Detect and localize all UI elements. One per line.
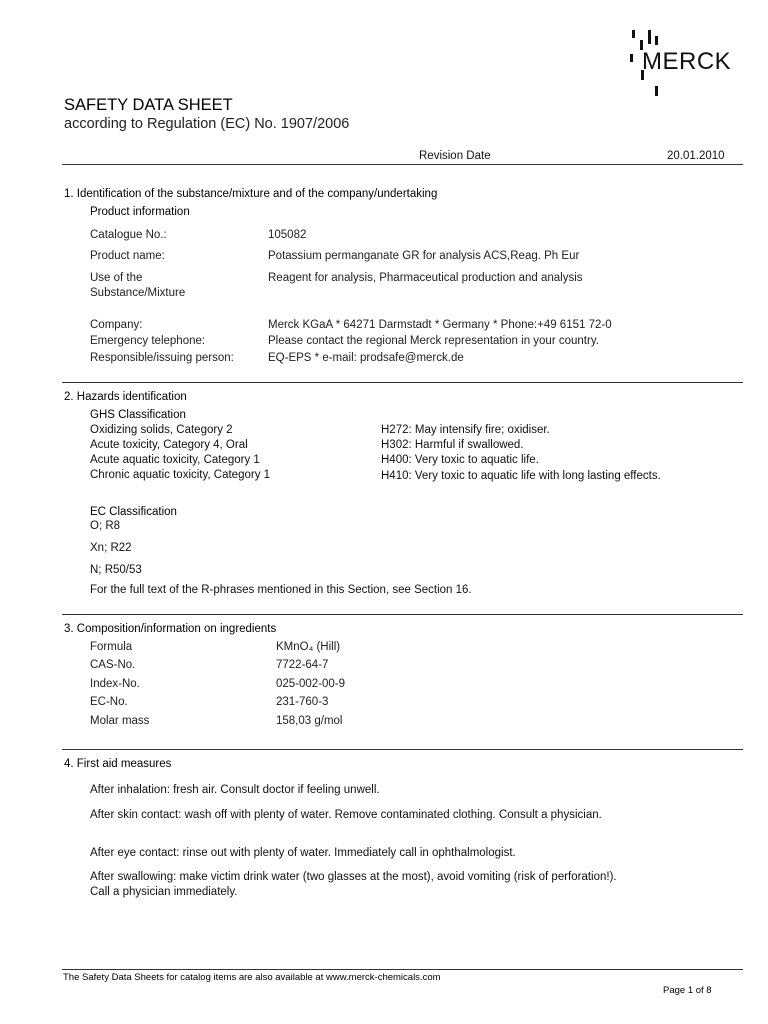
catalogue-label: Catalogue No.: [90,229,167,241]
r-phrase-note: For the full text of the R-phrases mentioned in this Section, see Section 16. [90,584,472,596]
cas-value: 7722-64-7 [276,659,329,671]
ec-item: O; R8 [90,520,121,532]
molar-mass-value: 158,03 g/mol [276,715,343,727]
section-4-title: 4. First aid measures [64,758,172,770]
divider [62,164,743,165]
ghs-class: Acute toxicity, Category 4, Oral [90,439,248,451]
first-aid-item: After eye contact: rinse out with plenty of water. Immediately call in ophthalmologist. [90,847,516,859]
hazard-statement: H302: Harmful if swallowed. [381,439,524,451]
index-label: Index-No. [90,678,140,690]
divider [62,614,743,615]
ghs-heading: GHS Classification [90,409,186,421]
ghs-class: Chronic aquatic toxicity, Category 1 [90,469,271,481]
document-title: SAFETY DATA SHEET [64,96,233,114]
ec-item: Xn; R22 [90,542,132,554]
use-value: Reagent for analysis, Pharmaceutical production and analysis [268,272,583,284]
hazard-statement: H272: May intensify fire; oxidiser. [381,424,550,436]
formula-label: Formula [90,641,133,653]
divider [62,749,743,750]
divider [62,382,743,383]
first-aid-item: After inhalation: fresh air. Consult doctor if feeling unwell. [90,784,380,796]
section-3-title: 3. Composition/information on ingredients [64,623,277,635]
hazard-statement: H400: Very toxic to aquatic life. [381,454,539,466]
molar-mass-label: Molar mass [90,715,150,727]
page-number: Page 1 of 8 [663,985,712,996]
hazard-statement: H410: Very toxic to aquatic life with long lasting effects. [381,470,661,482]
ghs-class: Oxidizing solids, Category 2 [90,424,233,436]
product-name-label: Product name: [90,250,165,262]
product-information-heading: Product information [90,206,190,218]
company-value: Merck KGaA * 64271 Darmstadt * Germany * Phone:+49 6151 72-0 [268,319,612,331]
ec-heading: EC Classification [90,506,177,518]
catalogue-value: 105082 [268,229,307,241]
product-name-value: Potassium permanganate GR for analysis ACS,Reag. Ph Eur [268,250,580,262]
ghs-class: Acute aquatic toxicity, Category 1 [90,454,260,466]
company-label: Company: [90,319,143,331]
document-subtitle: according to Regulation (EC) No. 1907/2006 [64,116,350,132]
first-aid-item: After skin contact: wash off with plenty of water. Remove contaminated clothing. Consult a physician. [90,809,602,821]
responsible-label: Responsible/issuing person: [90,352,234,364]
cas-label: CAS-No. [90,659,136,671]
use-label: Use of the Substance/Mixture [90,272,186,299]
section-1-title: 1. Identification of the substance/mixture and of the company/undertaking [64,188,438,200]
revision-label: Revision Date [419,150,491,162]
section-2-title: 2. Hazards identification [64,391,187,403]
emergency-value: Please contact the regional Merck representation in your country. [268,335,599,347]
first-aid-item: After swallowing: make victim drink water (two glasses at the most), avoid vomiting (risk of perforation!). Call a physician immediately. [90,871,617,898]
emergency-label: Emergency telephone: [90,335,206,347]
revision-date: 20.01.2010 [667,150,725,162]
footer-note: The Safety Data Sheets for catalog items are also available at www.merck-chemicals.com [63,972,441,983]
index-value: 025-002-00-9 [276,678,346,690]
ec-no-value: 231-760-3 [276,696,329,708]
ec-no-label: EC-No. [90,696,128,708]
footer-divider [62,969,743,970]
formula-value: KMnO₄ (Hill) [276,641,341,653]
responsible-value: EQ-EPS * e-mail: prodsafe@merck.de [268,352,464,364]
ec-item: N; R50/53 [90,564,142,576]
logo-text: MERCK [642,48,732,75]
